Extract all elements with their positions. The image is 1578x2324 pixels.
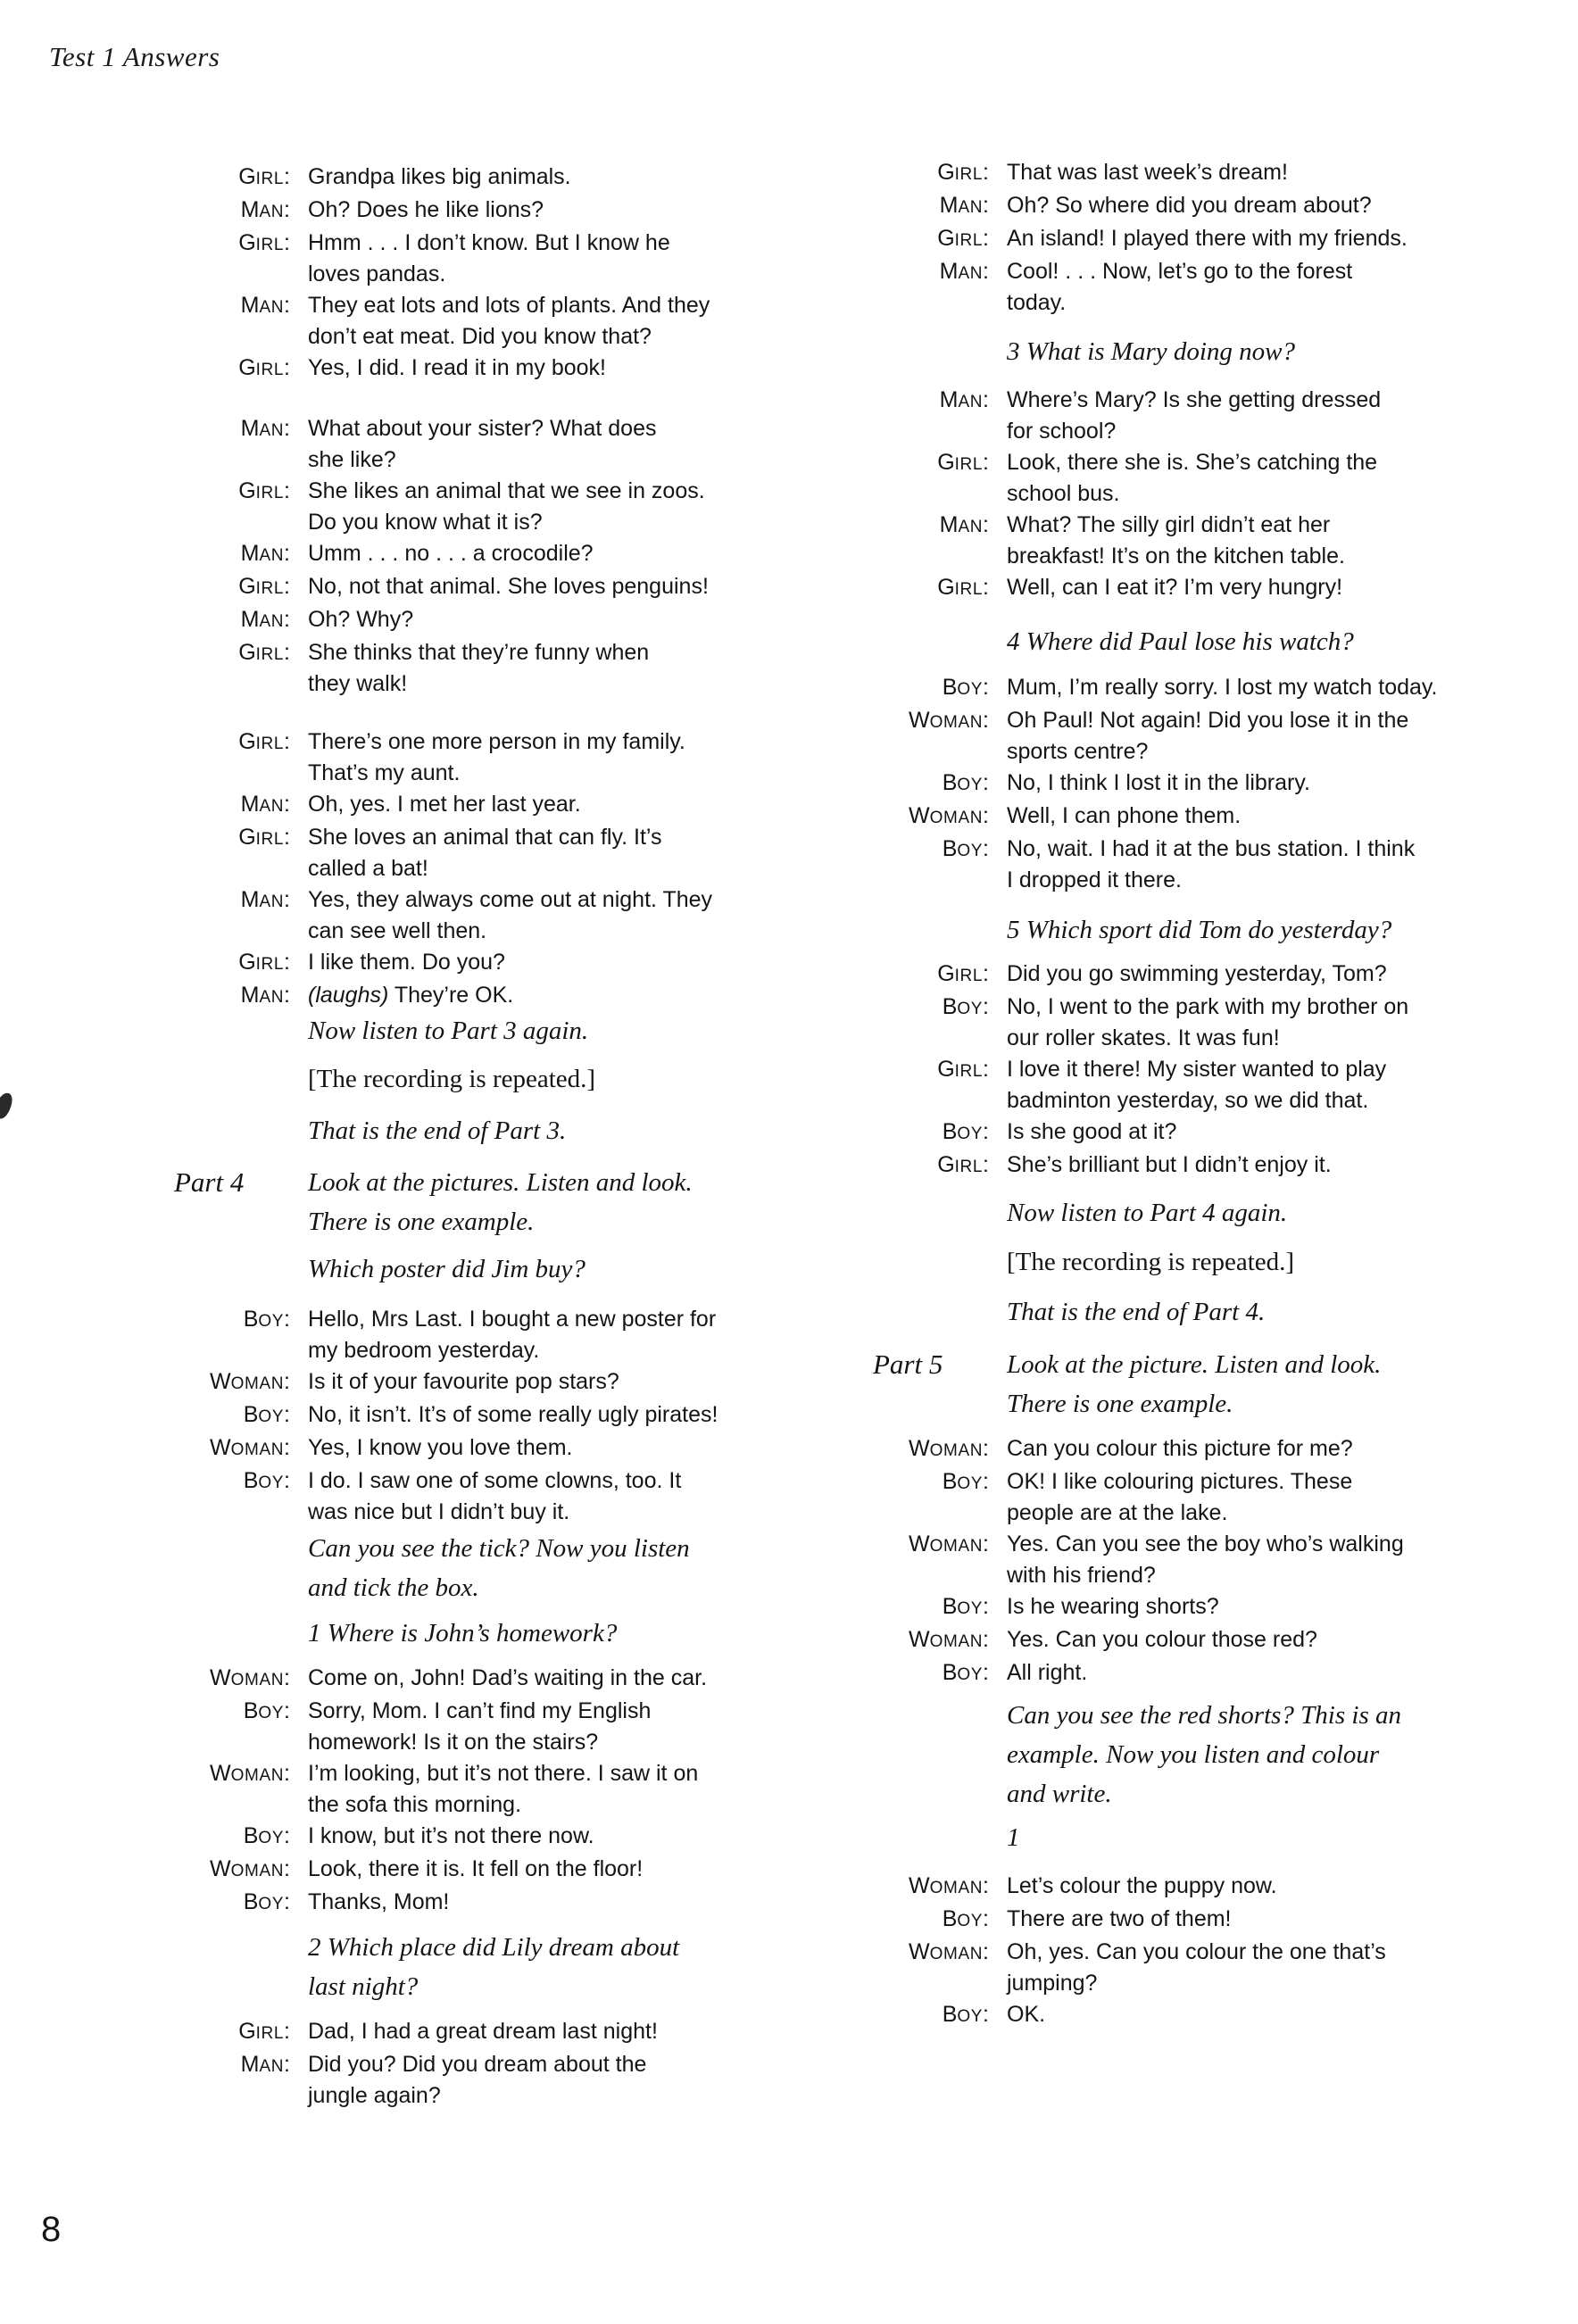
speaker-label: GIRL: <box>238 729 290 754</box>
stage-direction <box>873 1696 1514 1814</box>
utterance-row <box>174 1821 810 1854</box>
stage-direction <box>174 1059 810 1099</box>
utterance-row <box>174 726 810 789</box>
dialogue-block <box>174 726 810 1013</box>
dialogue-block <box>174 1663 810 1920</box>
utterance-text: Yes. Can you see the boy who’s walking with his friend? <box>1007 1531 1404 1588</box>
utterance-text: They eat lots and lots of plants. And they don’t eat meat. Did you know that? <box>308 293 710 349</box>
utterance-text: I’m looking, but it’s not there. I saw it on the sofa this morning. <box>308 1761 699 1817</box>
speaker-label: BOY: <box>942 994 989 1019</box>
speaker-label: GIRL: <box>937 961 989 986</box>
speaker-label: WOMAN: <box>210 1665 290 1690</box>
utterance-row <box>873 672 1514 705</box>
speaker-label: WOMAN: <box>210 1856 290 1881</box>
question-heading <box>873 622 1514 661</box>
speaker-label: WOMAN: <box>909 803 989 828</box>
speaker-label: BOY: <box>942 1469 989 1494</box>
utterance-row <box>174 228 810 290</box>
utterance-row <box>873 992 1514 1054</box>
speaker-label: BOY: <box>942 1119 989 1144</box>
speaker-label: MAN: <box>240 2052 290 2077</box>
utterance-row <box>174 571 810 604</box>
speaker-label: MAN: <box>939 512 989 537</box>
speaker-label: GIRL: <box>238 478 290 503</box>
utterance-text: I like them. Do you? <box>308 950 505 975</box>
speaker-label: GIRL: <box>238 574 290 599</box>
utterance-row <box>873 1529 1514 1591</box>
part-instruction: Look at the pictures. Listen and look. There is one example. <box>308 1168 693 1236</box>
utterance-row <box>873 223 1514 256</box>
stage-direction-text: Now listen to Part 3 again. <box>308 1017 589 1045</box>
utterance-text: No, it isn’t. It’s of some really ugly pirates! <box>308 1402 718 1427</box>
item-number-heading <box>873 1818 1514 1857</box>
part-label: Part 4 <box>174 1166 245 1198</box>
stage-direction-text: That is the end of Part 3. <box>308 1116 567 1145</box>
speaker-label: MAN: <box>240 197 290 222</box>
utterance-row <box>873 1591 1514 1624</box>
speaker-label: GIRL: <box>937 1152 989 1177</box>
utterance-text: Where’s Mary? Is she getting dressed for school? <box>1007 387 1382 444</box>
utterance-text: Hello, Mrs Last. I bought a new poster for my bedroom yesterday. <box>308 1307 717 1363</box>
utterance-text: Oh? Why? <box>308 607 414 632</box>
utterance-text: Can you colour this picture for me? <box>1007 1436 1353 1461</box>
utterance-text: Is he wearing shorts? <box>1007 1594 1219 1619</box>
utterance-row <box>174 195 810 228</box>
part-label: Part 5 <box>873 1349 943 1380</box>
utterance-text: OK! I like colouring pictures. These people are at the lake. <box>1007 1469 1353 1525</box>
utterance-text: Is it of your favourite pop stars? <box>308 1369 619 1394</box>
utterance-row <box>174 604 810 637</box>
utterance-text: Dad, I had a great dream last night! <box>308 2019 658 2044</box>
utterance-row <box>174 1465 810 1528</box>
stage-direction-text: [The recording is repeated.] <box>1007 1248 1295 1276</box>
dialogue-block <box>174 2016 810 2112</box>
speaker-label: WOMAN: <box>909 708 989 733</box>
utterance-text: Yes, I did. I read it in my book! <box>308 355 606 380</box>
utterance-text: Sorry, Mom. I can’t find my English homework! Is it on the stairs? <box>308 1698 652 1755</box>
utterance-row <box>174 476 810 538</box>
stage-direction <box>873 1292 1514 1332</box>
utterance-row <box>174 822 810 884</box>
utterance-row <box>873 385 1514 447</box>
utterance-text: Thanks, Mom! <box>308 1889 450 1914</box>
column-left <box>174 0 810 2324</box>
dialogue-block <box>873 672 1514 896</box>
utterance-text: Oh? So where did you dream about? <box>1007 193 1372 218</box>
question-heading <box>174 1614 810 1653</box>
utterance-text: What? The silly girl didn’t eat her breakfast! It’s on the kitchen table. <box>1007 512 1345 569</box>
dialogue-block <box>873 1871 1514 2032</box>
utterance-text: (laughs) They’re OK. <box>308 983 514 1008</box>
utterance-text: Look, there she is. She’s catching the school bus. <box>1007 450 1378 506</box>
question-text: 4 Where did Paul lose his watch? <box>1007 627 1354 656</box>
speaker-label: GIRL: <box>937 575 989 600</box>
utterance-row <box>174 947 810 980</box>
utterance-text: Oh, yes. Can you colour the one that’s jumping? <box>1007 1939 1386 1996</box>
utterance-row <box>873 572 1514 605</box>
speaker-label: BOY: <box>243 1468 290 1493</box>
dialogue-block <box>873 385 1514 605</box>
dialogue-block <box>174 413 810 700</box>
utterance-row <box>174 1304 810 1366</box>
stage-direction <box>873 1193 1514 1233</box>
speaker-label: GIRL: <box>937 1057 989 1082</box>
utterance-row <box>174 162 810 195</box>
utterance-row <box>174 637 810 700</box>
utterance-row <box>873 1433 1514 1466</box>
speaker-label: MAN: <box>240 983 290 1008</box>
utterance-row <box>174 1366 810 1399</box>
question-text: 3 What is Mary doing now? <box>1007 337 1296 366</box>
item-number: 1 <box>1007 1823 1020 1852</box>
speaker-label: GIRL: <box>238 2019 290 2044</box>
utterance-text: Oh Paul! Not again! Did you lose it in the sports centre? <box>1007 708 1409 764</box>
utterance-row <box>873 768 1514 801</box>
speaker-label: BOY: <box>942 1594 989 1619</box>
utterance-text: Grandpa likes big animals. <box>308 164 571 189</box>
utterance-text: Umm . . . no . . . a crocodile? <box>308 541 594 566</box>
speaker-label: MAN: <box>240 607 290 632</box>
speaker-label: BOY: <box>942 1660 989 1685</box>
part-instruction: Look at the picture. Listen and look. There is one example. <box>1007 1350 1382 1418</box>
utterance-row <box>873 1871 1514 1904</box>
utterance-text: All right. <box>1007 1660 1088 1685</box>
question-text: 2 Which place did Lily dream about last night? <box>308 1933 680 2001</box>
utterance-text: Yes, they always come out at night. They can see well then. <box>308 887 713 943</box>
utterance-text: Hmm . . . I don’t know. But I know he loves pandas. <box>308 230 670 286</box>
utterance-text: An island! I played there with my friends. <box>1007 226 1408 251</box>
utterance-text: Well, I can phone them. <box>1007 803 1242 828</box>
speaker-label: MAN: <box>240 293 290 318</box>
utterance-row <box>174 290 810 353</box>
utterance-text: Let’s colour the puppy now. <box>1007 1873 1277 1898</box>
part-row <box>174 1163 810 1241</box>
speaker-label: GIRL: <box>238 950 290 975</box>
utterance-row <box>873 510 1514 572</box>
utterance-text: No, I think I lost it in the library. <box>1007 770 1310 795</box>
utterance-row <box>174 353 810 386</box>
utterance-text: She likes an animal that we see in zoos. Do you know what it is? <box>308 478 705 535</box>
speaker-label: WOMAN: <box>909 1436 989 1461</box>
dialogue-block <box>873 157 1514 319</box>
utterance-text: Oh, yes. I met her last year. <box>308 792 581 817</box>
speaker-label: BOY: <box>942 675 989 700</box>
speaker-label: BOY: <box>243 1307 290 1332</box>
utterance-row <box>873 256 1514 319</box>
speaker-label: MAN: <box>939 387 989 412</box>
speaker-label: BOY: <box>243 1889 290 1914</box>
utterance-text: Well, can I eat it? I’m very hungry! <box>1007 575 1343 600</box>
utterance-text: Is she good at it? <box>1007 1119 1177 1144</box>
speaker-label: MAN: <box>939 193 989 218</box>
utterance-text: No, I went to the park with my brother on our roller skates. It was fun! <box>1007 994 1409 1050</box>
dialogue-block <box>174 1304 810 1528</box>
utterance-row <box>174 1432 810 1465</box>
utterance-row <box>174 538 810 571</box>
utterance-row <box>174 1696 810 1758</box>
utterance-text: She’s brilliant but I didn’t enjoy it. <box>1007 1152 1332 1177</box>
speaker-label: GIRL: <box>937 160 989 185</box>
utterance-row <box>873 1116 1514 1150</box>
stage-direction <box>873 1242 1514 1282</box>
question-text: 1 Where is John’s homework? <box>308 1619 618 1648</box>
utterance-text: That was last week’s dream! <box>1007 160 1288 185</box>
stage-direction-text: Can you see the tick? Now you listen and tick the box. <box>308 1534 690 1602</box>
stage-direction <box>174 1529 810 1607</box>
speaker-label: GIRL: <box>937 226 989 251</box>
question-heading <box>873 910 1514 950</box>
utterance-row <box>174 1854 810 1887</box>
stage-direction-text: [The recording is repeated.] <box>308 1065 596 1093</box>
speaker-label: BOY: <box>942 770 989 795</box>
dialogue-block <box>174 162 810 386</box>
utterance-row <box>174 413 810 476</box>
utterance-text: Did you go swimming yesterday, Tom? <box>1007 961 1387 986</box>
utterance-row <box>873 447 1514 510</box>
speaker-label: GIRL: <box>238 640 290 665</box>
utterance-row <box>873 1624 1514 1657</box>
utterance-text: I love it there! My sister wanted to play badminton yesterday, so we did that. <box>1007 1057 1387 1113</box>
speaker-label: GIRL: <box>238 164 290 189</box>
speaker-label: WOMAN: <box>909 1873 989 1898</box>
speaker-label: GIRL: <box>238 825 290 850</box>
utterance-row <box>873 1999 1514 2032</box>
utterance-text: What about your sister? What does she like? <box>308 416 657 472</box>
question-text: Which poster did Jim buy? <box>308 1255 586 1283</box>
speaker-label: BOY: <box>942 836 989 861</box>
question-heading <box>174 1249 810 1289</box>
utterance-row <box>174 789 810 822</box>
page-title: Test 1 Answers <box>49 41 220 72</box>
utterance-row <box>873 705 1514 768</box>
utterance-text: There are two of them! <box>1007 1906 1232 1931</box>
utterance-row <box>174 1758 810 1821</box>
stage-direction-text: Now listen to Part 4 again. <box>1007 1199 1288 1227</box>
utterance-row <box>873 190 1514 223</box>
utterance-text: No, not that animal. She loves penguins! <box>308 574 709 599</box>
speaker-label: WOMAN: <box>909 1939 989 1964</box>
utterance-text: Oh? Does he like lions? <box>308 197 544 222</box>
utterance-text: No, wait. I had it at the bus station. I think I dropped it there. <box>1007 836 1416 892</box>
speaker-label: WOMAN: <box>909 1627 989 1652</box>
stage-direction <box>174 1111 810 1150</box>
speaker-label: WOMAN: <box>210 1369 290 1394</box>
utterance-text: There’s one more person in my family. That’s my aunt. <box>308 729 685 785</box>
speaker-label: GIRL: <box>238 230 290 255</box>
utterance-row <box>174 1887 810 1920</box>
utterance-row <box>873 1937 1514 1999</box>
utterance-row <box>873 1904 1514 1937</box>
question-heading <box>174 1928 810 2006</box>
stage-direction-text: That is the end of Part 4. <box>1007 1298 1266 1326</box>
speaker-label: WOMAN: <box>210 1761 290 1786</box>
utterance-text: Cool! . . . Now, let’s go to the forest today. <box>1007 259 1353 315</box>
utterance-text: I know, but it’s not there now. <box>308 1823 594 1848</box>
utterance-text: Mum, I’m really sorry. I lost my watch today. <box>1007 675 1438 700</box>
utterance-row <box>873 801 1514 834</box>
page-number: 8 <box>41 2210 62 2249</box>
utterance-row <box>873 834 1514 896</box>
utterance-text: Did you? Did you dream about the jungle again? <box>308 2052 647 2108</box>
utterance-text: She thinks that they’re funny when they walk! <box>308 640 650 696</box>
dialogue-block <box>873 959 1514 1183</box>
utterance-row <box>873 157 1514 190</box>
stage-direction <box>174 1011 810 1050</box>
utterance-row <box>873 1054 1514 1116</box>
speaker-label: MAN: <box>240 887 290 912</box>
utterance-row <box>174 2016 810 2049</box>
utterance-text: Yes, I know you love them. <box>308 1435 573 1460</box>
speaker-label: MAN: <box>240 792 290 817</box>
speaker-label: BOY: <box>942 2002 989 2027</box>
utterance-row <box>174 980 810 1013</box>
utterance-row <box>873 1466 1514 1529</box>
utterance-text: Come on, John! Dad’s waiting in the car. <box>308 1665 708 1690</box>
speaker-label: BOY: <box>243 1698 290 1723</box>
speaker-label: GIRL: <box>937 450 989 475</box>
speaker-label: BOY: <box>942 1906 989 1931</box>
part-section <box>174 1163 810 1241</box>
utterance-text: Look, there it is. It fell on the floor! <box>308 1856 644 1881</box>
speaker-label: MAN: <box>240 541 290 566</box>
question-text: 5 Which sport did Tom do yesterday? <box>1007 916 1392 944</box>
utterance-row <box>873 1150 1514 1183</box>
speaker-label: WOMAN: <box>210 1435 290 1460</box>
utterance-row <box>174 2049 810 2112</box>
utterance-row <box>174 1663 810 1696</box>
dialogue-block <box>873 1433 1514 1690</box>
speaker-label: BOY: <box>243 1402 290 1427</box>
utterance-row <box>174 1399 810 1432</box>
speaker-label: GIRL: <box>238 355 290 380</box>
speaker-label: BOY: <box>243 1823 290 1848</box>
question-heading <box>873 332 1514 371</box>
speaker-label: MAN: <box>939 259 989 284</box>
stage-direction-text: Can you see the red shorts? This is an example. Now you listen and colour and write. <box>1007 1701 1401 1808</box>
part-section <box>873 1345 1514 1423</box>
utterance-text: I do. I saw one of some clowns, too. It was nice but I didn’t buy it. <box>308 1468 682 1524</box>
scan-smudge-artifact <box>0 1091 14 1120</box>
utterance-row <box>873 1657 1514 1690</box>
utterance-text: Yes. Can you colour those red? <box>1007 1627 1317 1652</box>
utterance-text: OK. <box>1007 2002 1046 2027</box>
speaker-label: MAN: <box>240 416 290 441</box>
utterance-row <box>873 959 1514 992</box>
utterance-text: She loves an animal that can fly. It’s called a bat! <box>308 825 662 881</box>
part-row <box>873 1345 1514 1423</box>
column-right <box>873 0 1514 2324</box>
utterance-row <box>174 884 810 947</box>
speaker-label: WOMAN: <box>909 1531 989 1556</box>
